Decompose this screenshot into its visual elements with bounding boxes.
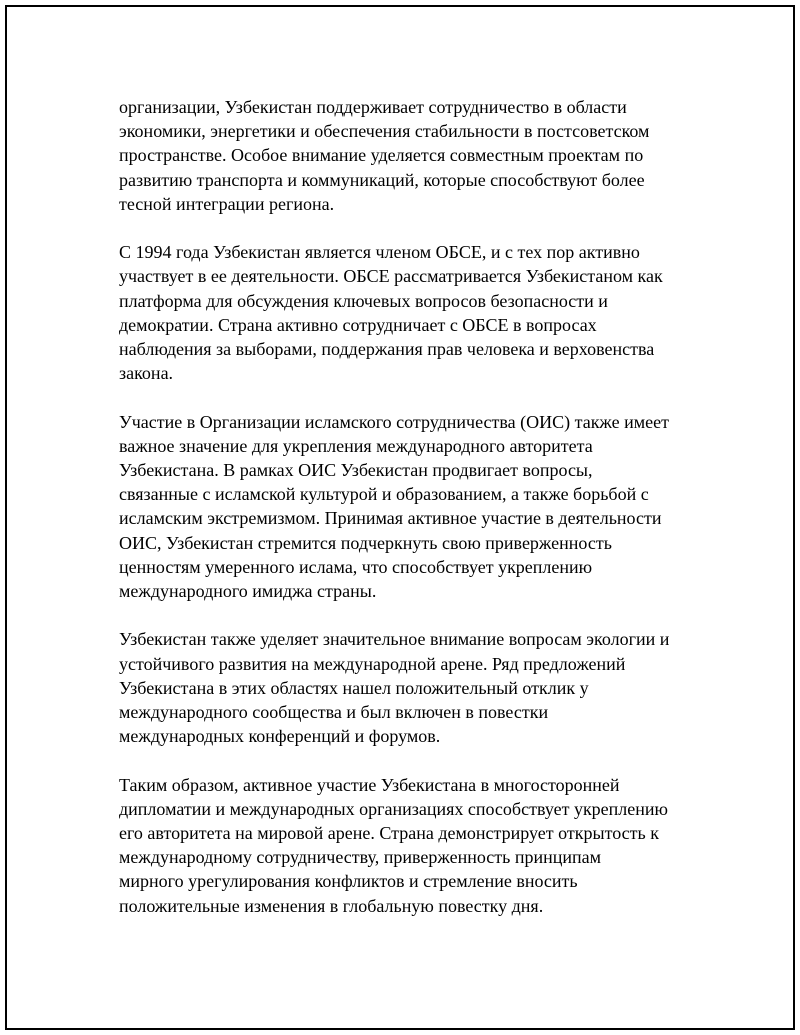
text-line: исламским экстремизмом. Принимая активное участие в деятельности (119, 508, 662, 529)
document-body (119, 95, 699, 942)
text-line: Таким образом, активное участие Узбекистана в многосторонней (119, 774, 620, 795)
text-line: ценностям умеренного ислама, что способствует укреплению (119, 556, 593, 577)
text-line: пространстве. Особое внимание уделяется совместным проектам по (119, 145, 644, 166)
paragraph-2 (119, 240, 699, 385)
text-line: экономики, энергетики и обеспечения стабильности в постсоветском (119, 121, 650, 142)
text-line: участвует в ее деятельности. ОБСЕ рассматривается Узбекистаном как (119, 266, 663, 287)
text-line: Узбекистан также уделяет значительное внимание вопросам экологии и (119, 629, 670, 650)
text-line: тесной интеграции региона. (119, 193, 335, 214)
text-line: международного сообщества и был включен в повестки (119, 702, 549, 723)
text-line: международному сотрудничеству, приверженность принципам (119, 847, 602, 868)
text-line: Узбекистана. В рамках ОИС Узбекистан продвигает вопросы, (119, 460, 593, 481)
text-line: Узбекистана в этих областях нашел положительный отклик у (119, 677, 589, 698)
text-line: связанные с исламской культурой и образованием, а также борьбой с (119, 484, 649, 505)
text-line: демократии. Страна активно сотрудничает с ОБСЕ в вопросах (119, 314, 597, 335)
text-line: развитию транспорта и коммуникаций, которые способствуют более (119, 169, 645, 190)
text-line: Участие в Организации исламского сотрудничества (ОИС) также имеет (119, 411, 669, 432)
text-line: организации, Узбекистан поддерживает сотрудничество в области (119, 97, 627, 117)
text-line: платформа для обсуждения ключевых вопросов безопасности и (119, 290, 608, 311)
paragraph-3 (119, 410, 699, 604)
text-line: устойчивого развития на международной арене. Ряд предложений (119, 653, 626, 674)
text-line: положительные изменения в глобальную повестку дня. (119, 895, 544, 916)
paragraph-4 (119, 627, 699, 748)
text-line: важное значение для укрепления международного авторитета (119, 435, 593, 456)
text-line: дипломатии и международных организациях способствует укреплению (119, 798, 668, 819)
text-line: наблюдения за выборами, поддержания прав человека и верховенства (119, 339, 655, 360)
text-line: международного имиджа страны. (119, 581, 377, 602)
paragraph-1 (119, 95, 699, 216)
text-line: международных конференций и форумов. (119, 726, 441, 747)
text-line: ОИС, Узбекистан стремится подчеркнуть свою приверженность (119, 532, 612, 553)
paragraph-5 (119, 773, 699, 918)
text-line: С 1994 года Узбекистан является членом ОБСЕ, и с тех пор активно (119, 242, 640, 263)
text-line: мирного урегулирования конфликтов и стремление вносить (119, 871, 578, 892)
text-line: его авторитета на мировой арене. Страна демонстрирует открытость к (119, 823, 659, 844)
text-line: закона. (119, 363, 174, 384)
